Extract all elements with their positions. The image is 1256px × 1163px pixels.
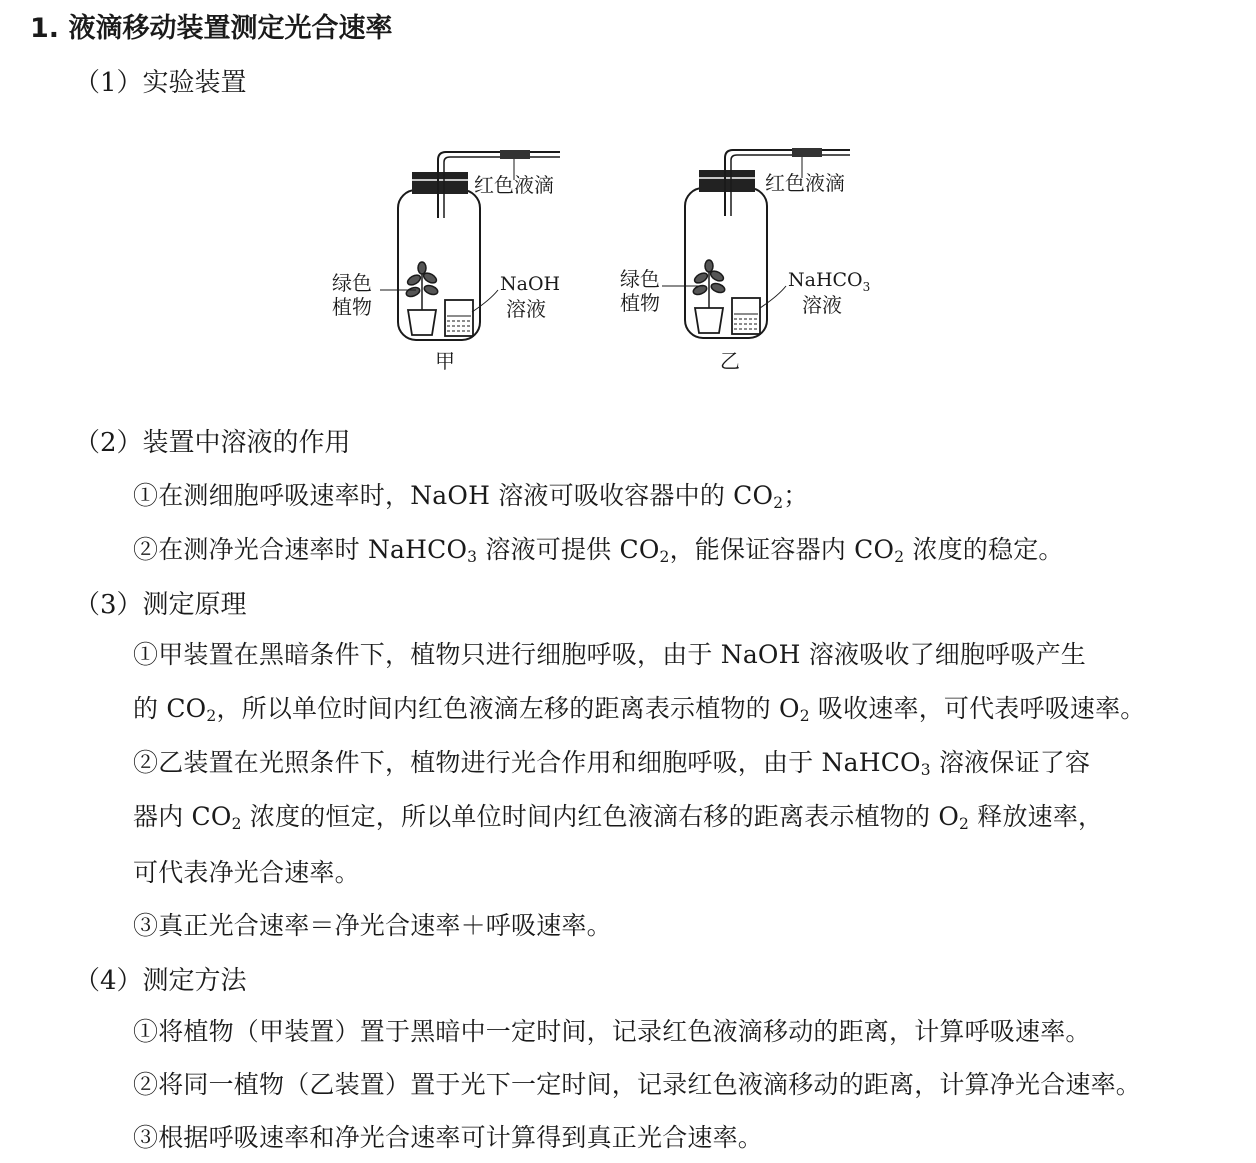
- page-title: 1. 液滴移动装置测定光合速率: [30, 13, 393, 44]
- caption-jia: 甲: [435, 349, 455, 373]
- section-3-line-5: 可代表净光合速率。: [133, 858, 360, 887]
- stopper: [699, 170, 755, 192]
- caption-yi: 乙: [720, 349, 740, 373]
- plant-label-1: 绿色: [620, 267, 660, 291]
- solution-label-1: NaOH: [500, 273, 561, 295]
- section-3-line-2: 的 $CO_2$，所以单位时间内红色液滴左移的距离表示植物的 $O_2$ 吸收速率，可代表呼吸速率。: [133, 694, 1146, 725]
- section-2-heading: （2）装置中溶液的作用: [74, 428, 351, 458]
- section-4-line-2: ②将同一植物（乙装置）置于光下一定时间，记录红色液滴移动的距离，计算净光合速率。: [133, 1070, 1142, 1099]
- solution-label-2: 溶液: [802, 293, 842, 317]
- solution-label-1: NaHCO$_3$: [788, 269, 871, 294]
- section-4-line-3: ③根据呼吸速率和净光合速率可计算得到真正光合速率。: [133, 1123, 764, 1152]
- section-3-line-1: ①甲装置在黑暗条件下，植物只进行细胞呼吸，由于 NaOH 溶液吸收了细胞呼吸产生: [133, 640, 1086, 669]
- plant-pot: [695, 308, 723, 333]
- apparatus-yi: [620, 148, 870, 373]
- red-droplet: [792, 148, 822, 157]
- solution-label-2: 溶液: [506, 297, 546, 321]
- red-droplet: [500, 150, 530, 159]
- section-4-heading: （4）测定方法: [74, 966, 247, 996]
- section-2-line-2: ②在测净光合速率时 NaHCO$_3$ 溶液可提供 $CO_2$，能保证容器内 $CO_2$ 浓度的稳定。: [133, 535, 1064, 566]
- plant-icon: [405, 262, 439, 310]
- solution-lines: [734, 314, 758, 329]
- stopper: [412, 172, 468, 194]
- plant-icon: [692, 260, 726, 308]
- drop-label: 红色液滴: [474, 173, 554, 197]
- section-3-line-3: ②乙装置在光照条件下，植物进行光合作用和细胞呼吸，由于 NaHCO$_3$ 溶液保证了容: [133, 748, 1091, 779]
- solution-lines: [447, 316, 471, 331]
- drop-label: 红色液滴: [765, 171, 845, 195]
- section-4-line-1: ①将植物（甲装置）置于黑暗中一定时间，记录红色液滴移动的距离，计算呼吸速率。: [133, 1017, 1091, 1046]
- apparatus-figure: [320, 130, 900, 380]
- section-3-heading: （3）测定原理: [74, 590, 247, 620]
- section-3-line-4: 器内 $CO_2$ 浓度的恒定，所以单位时间内红色液滴右移的距离表示植物的 $O_2$ 释放速率，: [133, 802, 1104, 833]
- section-2-line-1: ①在测细胞呼吸速率时，NaOH 溶液可吸收容器中的 $CO_2$；: [133, 481, 809, 512]
- apparatus-jia: [332, 150, 560, 373]
- plant-label-2: 植物: [620, 291, 660, 315]
- plant-label-1: 绿色: [332, 271, 372, 295]
- plant-label-2: 植物: [332, 295, 372, 319]
- section-1-heading: （1）实验装置: [74, 68, 247, 98]
- section-3-line-6: ③真正光合速率＝净光合速率＋呼吸速率。: [133, 911, 612, 940]
- plant-pot: [408, 310, 436, 335]
